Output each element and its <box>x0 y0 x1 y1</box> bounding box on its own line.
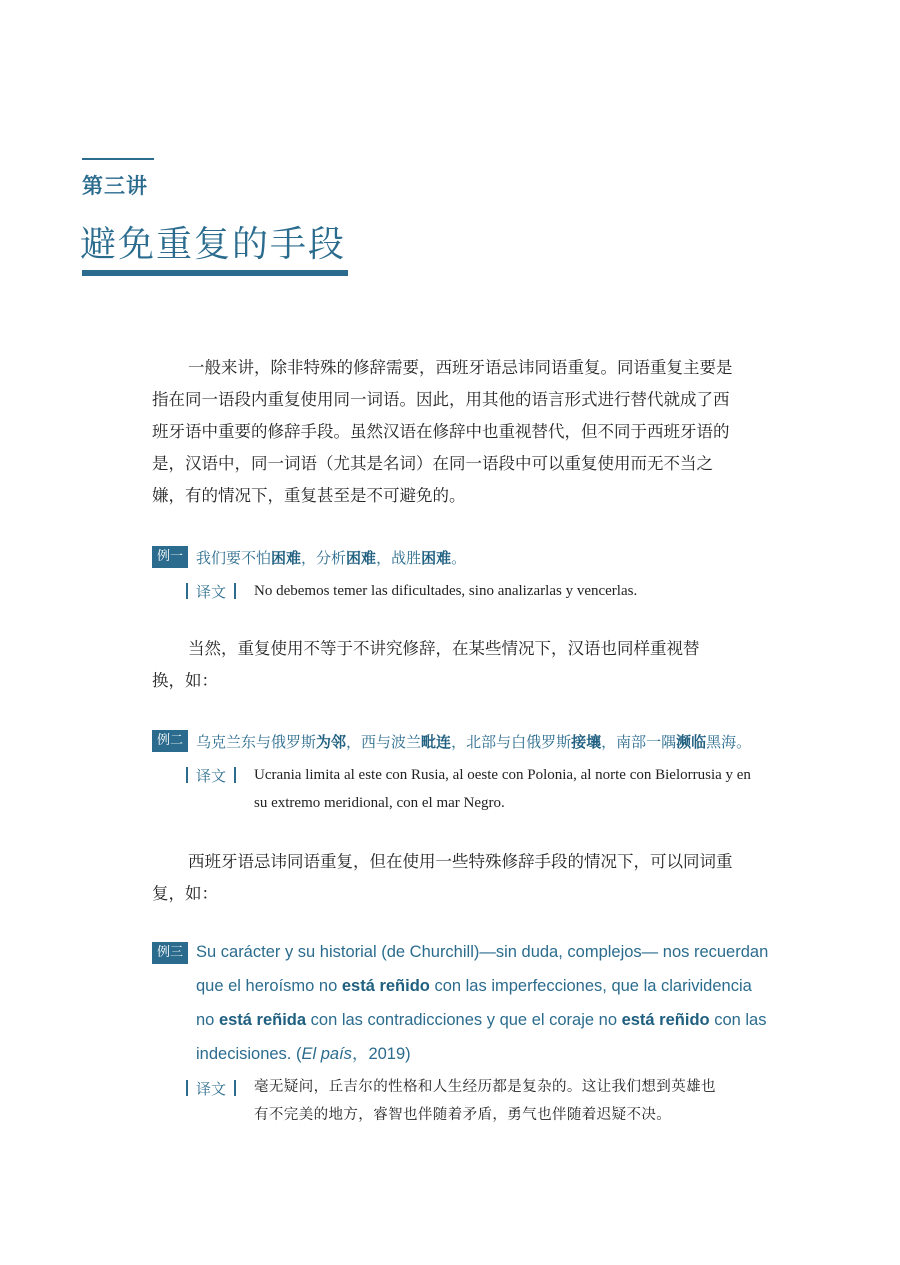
paragraph-line: 是，汉语中，同一词语（尤其是名词）在同一语段中可以重复使用而无不当之 <box>152 454 713 473</box>
paragraph-line: 复，如： <box>152 884 218 903</box>
label-bar <box>186 1080 188 1096</box>
translation-line: su extremo meridional, con el mar Negro. <box>254 795 505 811</box>
emphasis-text: 接壤 <box>571 733 602 751</box>
example-3-line <box>196 1003 786 1037</box>
example-2-translation <box>254 761 751 817</box>
emphasis-text: está reñida <box>218 1011 307 1029</box>
example-text-segment: con las <box>709 1011 767 1029</box>
label-bar <box>234 1080 236 1096</box>
title-underline <box>82 270 348 276</box>
example-1-translation <box>254 577 637 605</box>
example-text-segment: ，战胜 <box>376 549 422 567</box>
example-3-line <box>196 969 786 1003</box>
example-3-line <box>196 1037 786 1071</box>
example-2-text <box>196 731 751 752</box>
paragraph-2 <box>152 633 784 697</box>
example-text-segment: ，北部与白俄罗斯 <box>451 733 572 751</box>
example-text-segment: indecisiones. ( <box>196 1045 302 1063</box>
example-text-segment: 黑海。 <box>706 733 752 751</box>
example-3-translation <box>254 1073 716 1129</box>
example-text-segment: 我们要不怕 <box>196 549 272 567</box>
example-2-translation-label <box>186 765 244 786</box>
example-text-segment: con las imperfecciones, que la clarividencia <box>429 977 752 995</box>
translation-line: 毫无疑问，丘吉尔的性格和人生经历都是复杂的。这让我们想到英雄也 <box>254 1079 716 1095</box>
translation-label-text: 译文 <box>196 767 227 785</box>
example-1-tag: 例一 <box>152 546 188 568</box>
example-text-segment: ，分析 <box>301 549 347 567</box>
label-bar <box>186 767 188 783</box>
example-text-segment: El país <box>301 1045 352 1063</box>
example-text-segment: no <box>196 1011 219 1029</box>
emphasis-text: está reñido <box>341 977 430 995</box>
translation-line: No debemos temer las dificultades, sino analizarlas y vencerlas. <box>254 583 638 599</box>
example-text-segment: 。 <box>451 549 467 567</box>
paragraph-line: 当然，重复使用不等于不讲究修辞，在某些情况下，汉语也同样重视替 <box>188 639 700 658</box>
emphasis-text: 困难 <box>421 549 452 567</box>
lecture-number: 第三讲 <box>82 174 148 198</box>
translation-label-text: 译文 <box>196 1080 227 1098</box>
emphasis-text: 困难 <box>271 549 302 567</box>
paragraph-line: 班牙语中重要的修辞手段。虽然汉语在修辞中也重视替代，但不同于西班牙语的 <box>152 422 730 441</box>
emphasis-text: 困难 <box>346 549 377 567</box>
example-text-segment: ，2019) <box>351 1045 411 1063</box>
example-text-segment: 乌克兰东与俄罗斯 <box>196 733 317 751</box>
label-bar <box>234 767 236 783</box>
paragraph-line: 嫌，有的情况下，重复甚至是不可避免的。 <box>152 486 466 505</box>
example-3-tag: 例三 <box>152 942 188 964</box>
emphasis-text: 为邻 <box>316 733 347 751</box>
example-text-segment: Su carácter y su historial (de Churchill)—sin duda, complejos— nos recuerdan <box>196 943 769 961</box>
translation-line: Ucrania limita al este con Rusia, al oeste con Polonia, al norte con Bielorrusia y en <box>254 767 751 783</box>
paragraph-line: 指在同一语段内重复使用同一词语。因此，用其他的语言形式进行替代就成了西 <box>152 390 730 409</box>
paragraph-line: 西班牙语忌讳同语重复，但在使用一些特殊修辞手段的情况下，可以同词重 <box>188 852 733 871</box>
example-text-segment: ，西与波兰 <box>346 733 422 751</box>
example-text-segment: que el heroísmo no <box>196 977 342 995</box>
paragraph-line: 换，如： <box>152 671 218 690</box>
label-bar <box>186 583 188 599</box>
paragraph-line: 一般来讲，除非特殊的修辞需要，西班牙语忌讳同语重复。同语重复主要是 <box>188 358 733 377</box>
example-3-line <box>196 935 786 969</box>
paragraph-3 <box>152 846 784 910</box>
translation-label-text: 译文 <box>196 583 227 601</box>
chapter-title: 避免重复的手段 <box>80 224 347 265</box>
emphasis-text: 毗连 <box>421 733 452 751</box>
translation-line: 有不完美的地方，睿智也伴随着矛盾，勇气也伴随着迟疑不决。 <box>254 1107 672 1123</box>
emphasis-text: 濒临 <box>676 733 707 751</box>
example-1-translation-label <box>186 581 244 602</box>
emphasis-text: está reñido <box>621 1011 710 1029</box>
example-text-segment: con las contradicciones y que el coraje no <box>306 1011 622 1029</box>
example-3-text <box>196 935 786 1071</box>
example-3-translation-label <box>186 1078 244 1099</box>
intro-paragraph <box>152 352 784 512</box>
example-1-text <box>196 547 466 568</box>
example-2-tag: 例二 <box>152 730 188 752</box>
example-text-segment: ，南部一隅 <box>601 733 677 751</box>
label-bar <box>234 583 236 599</box>
lecture-top-rule <box>82 158 154 160</box>
